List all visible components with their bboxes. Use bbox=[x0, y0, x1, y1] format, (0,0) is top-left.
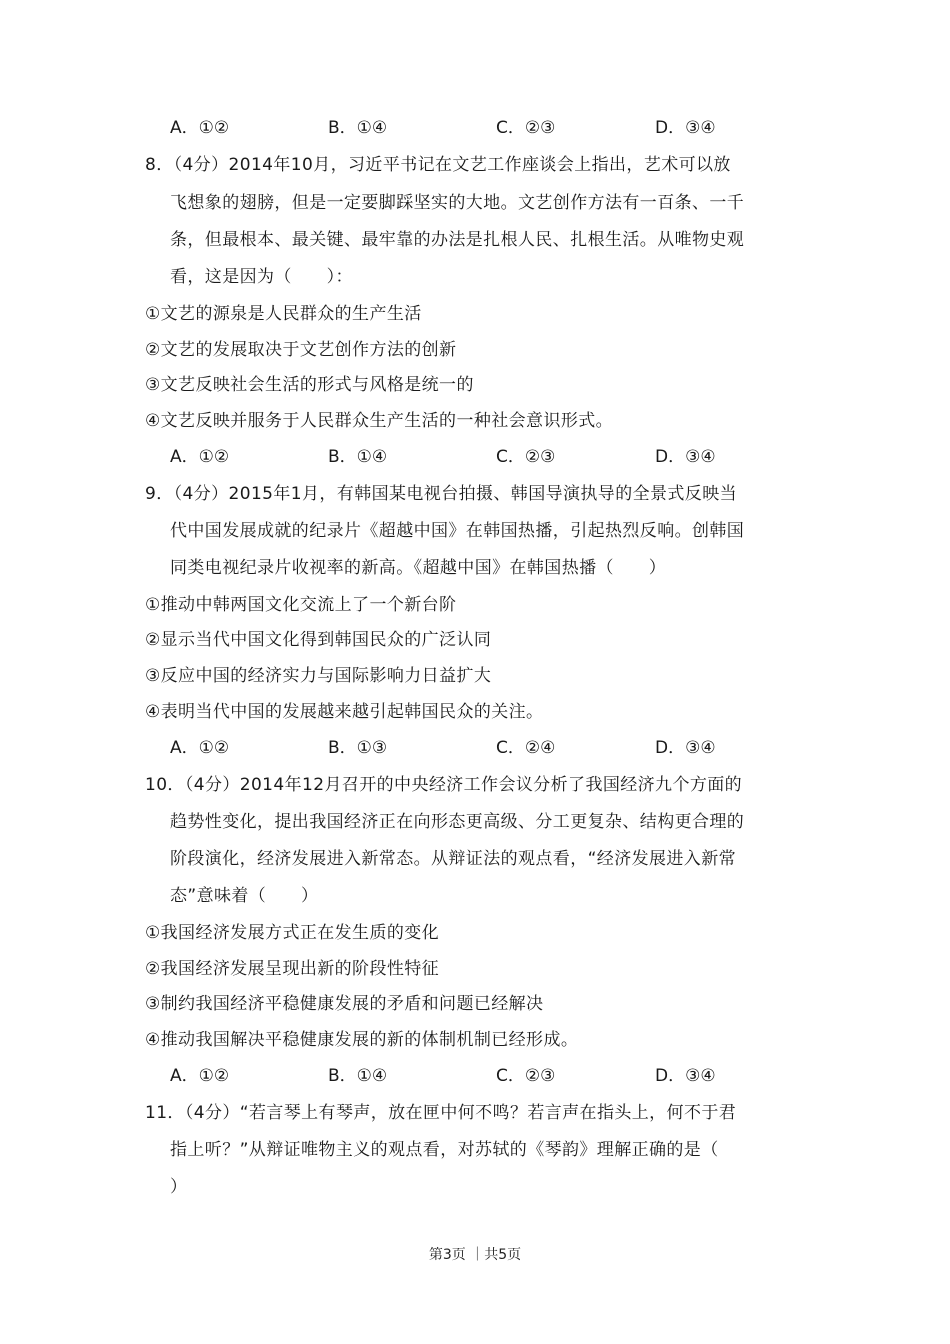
q9-item-2: ②显示当代中国文化得到韩国民众的广泛认同 bbox=[145, 630, 492, 650]
q9-stem-line-2: 代中国发展成就的纪录片《超越中国》在韩国热播，引起热烈反响。创韩国 bbox=[170, 521, 745, 541]
q9-option-d: D．③④ bbox=[655, 738, 716, 758]
q8-item-2: ②文艺的发展取决于文艺创作方法的创新 bbox=[145, 340, 457, 360]
q9-option-a: A．①② bbox=[170, 738, 230, 758]
q9-item-4: ④表明当代中国的发展越来越引起韩国民众的关注。 bbox=[145, 702, 544, 722]
q9-item-1: ①推动中韩两国文化交流上了一个新台阶 bbox=[145, 595, 457, 615]
q8-stem-line-3: 条，但最根本、最关键、最牢靠的办法是扎根人民、扎根生活。从唯物史观 bbox=[170, 230, 745, 250]
q9-option-b: B．①③ bbox=[328, 738, 388, 758]
q8-stem-line-2: 飞想象的翅膀，但是一定要脚踩坚实的大地。文艺创作方法有一百条、一千 bbox=[170, 193, 745, 213]
q7-option-b: B．①④ bbox=[328, 118, 388, 138]
q10-stem-line-4: 态”意味着（ ） bbox=[170, 886, 319, 906]
q8-option-d: D．③④ bbox=[655, 447, 716, 467]
q8-item-3: ③文艺反映社会生活的形式与风格是统一的 bbox=[145, 375, 474, 395]
q10-option-c: C．②③ bbox=[496, 1066, 556, 1086]
page-footer: 第3页 ｜共5页 bbox=[428, 1247, 522, 1263]
q10-option-d: D．③④ bbox=[655, 1066, 716, 1086]
q10-stem-line-3: 阶段演化，经济发展进入新常态。从辩证法的观点看，“经济发展进入新常 bbox=[170, 849, 737, 869]
q10-option-b: B．①④ bbox=[328, 1066, 388, 1086]
q9-stem-line-3: 同类电视纪录片收视率的新高。《超越中国》在韩国热播（ ） bbox=[170, 558, 667, 578]
q11-stem-line-3: ） bbox=[170, 1177, 188, 1197]
q11-stem-line-1: 11．（4分）“若言琴上有琴声，放在匣中何不鸣？若言声在指头上，何不于君 bbox=[145, 1103, 737, 1123]
q9-item-3: ③反应中国的经济实力与国际影响力日益扩大 bbox=[145, 666, 492, 686]
q10-option-a: A．①② bbox=[170, 1066, 230, 1086]
q9-option-c: C．②④ bbox=[496, 738, 556, 758]
q8-item-4: ④文艺反映并服务于人民群众生产生活的一种社会意识形式。 bbox=[145, 411, 614, 431]
q8-stem-line-1: 8．（4分）2014年10月，习近平书记在文艺工作座谈会上指出，艺术可以放 bbox=[145, 155, 731, 175]
q8-stem-line-4: 看，这是因为（ ）： bbox=[170, 267, 353, 287]
q8-option-a: A．①② bbox=[170, 447, 230, 467]
q10-item-3: ③制约我国经济平稳健康发展的矛盾和问题已经解决 bbox=[145, 994, 544, 1014]
q10-stem-line-2: 趋势性变化，提出我国经济正在向形态更高级、分工更复杂、结构更合理的 bbox=[170, 812, 745, 832]
q10-stem-line-1: 10．（4分）2014年12月召开的中央经济工作会议分析了我国经济九个方面的 bbox=[145, 775, 743, 795]
q7-option-a: A．①② bbox=[170, 118, 230, 138]
q7-option-c: C．②③ bbox=[496, 118, 556, 138]
q10-item-1: ①我国经济发展方式正在发生质的变化 bbox=[145, 923, 440, 943]
q10-item-4: ④推动我国解决平稳健康发展的新的体制机制已经形成。 bbox=[145, 1030, 579, 1050]
q7-option-d: D．③④ bbox=[655, 118, 716, 138]
q9-stem-line-1: 9．（4分）2015年1月，有韩国某电视台拍摄、韩国导演执导的全景式反映当 bbox=[145, 484, 738, 504]
q8-option-c: C．②③ bbox=[496, 447, 556, 467]
q11-stem-line-2: 指上听？”从辩证唯物主义的观点看，对苏轼的《琴韵》理解正确的是（ bbox=[170, 1140, 719, 1160]
q8-option-b: B．①④ bbox=[328, 447, 388, 467]
q8-item-1: ①文艺的源泉是人民群众的生产生活 bbox=[145, 304, 422, 324]
q10-item-2: ②我国经济发展呈现出新的阶段性特征 bbox=[145, 959, 440, 979]
